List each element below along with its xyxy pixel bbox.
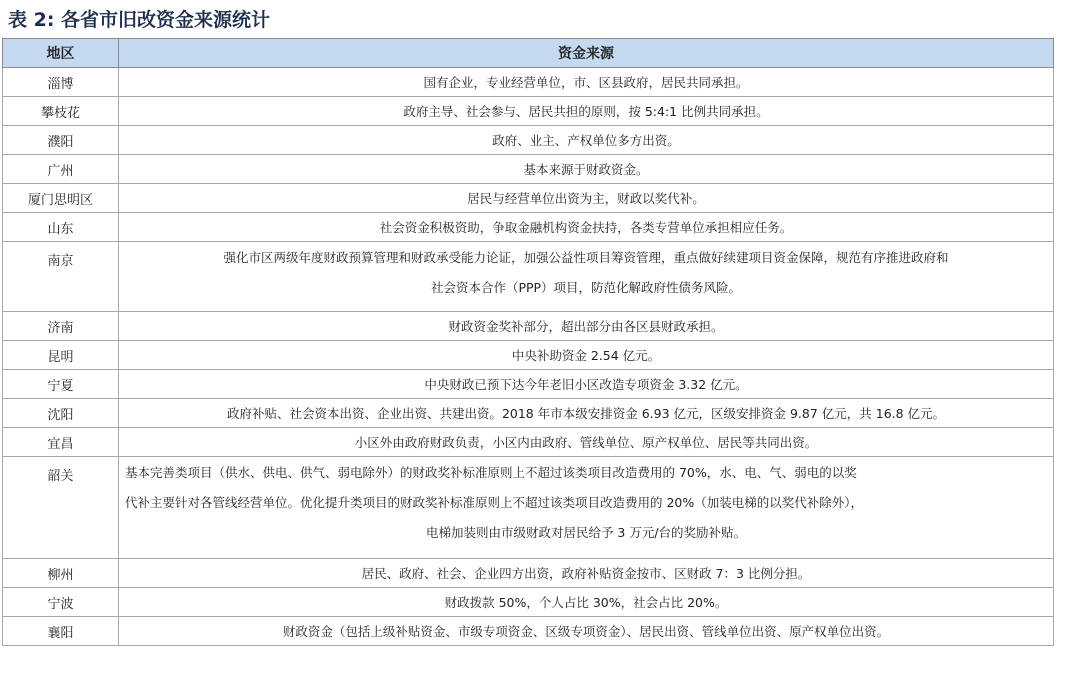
source-cell: 社会资金积极资助，争取金融机构资金扶持，各类专营单位承担相应任务。 [119, 213, 1054, 242]
region-cell: 宜昌 [3, 428, 119, 457]
header-source: 资金来源 [119, 39, 1054, 68]
source-cell: 基本来源于财政资金。 [119, 155, 1054, 184]
table-row [3, 588, 1054, 617]
table-row [3, 428, 1054, 457]
region-cell: 宁夏 [3, 370, 119, 399]
table-row [3, 312, 1054, 341]
source-cell: 财政资金（包括上级补贴资金、市级专项资金、区级专项资金）、居民出资、管线单位出资、原产权单位出资。 [119, 617, 1054, 646]
region-cell: 濮阳 [3, 126, 119, 155]
region-cell: 宁波 [3, 588, 119, 617]
region-cell: 淄博 [3, 68, 119, 97]
region-cell: 济南 [3, 312, 119, 341]
table-row [3, 68, 1054, 97]
region-cell: 昆明 [3, 341, 119, 370]
table-row [3, 370, 1054, 399]
table-row [3, 97, 1054, 126]
region-cell: 广州 [3, 155, 119, 184]
region-cell: 攀枝花 [3, 97, 119, 126]
table-row [3, 341, 1054, 370]
table-row [3, 457, 1054, 559]
table-row [3, 617, 1054, 646]
table-row [3, 213, 1054, 242]
region-cell: 沈阳 [3, 399, 119, 428]
region-cell: 韶关 [3, 457, 119, 559]
source-line: 电梯加装则由市级财政对居民给予 3 万元/台的奖励补贴。 [425, 525, 747, 540]
table-row [3, 242, 1054, 312]
source-cell: 财政资金奖补部分，超出部分由各区县财政承担。 [119, 312, 1054, 341]
source-cell: 居民与经营单位出资为主，财政以奖代补。 [119, 184, 1054, 213]
source-cell: 小区外由政府财政负责，小区内由政府、管线单位、原产权单位、居民等共同出资。 [119, 428, 1054, 457]
source-cell: 中央财政已预下达今年老旧小区改造专项资金 3.32 亿元。 [119, 370, 1054, 399]
source-line: 强化市区两级年度财政预算管理和财政承受能力论证，加强公益性项目筹资管理，重点做好续建项目资金保障，规范有序推进政府和 [223, 250, 949, 265]
source-cell: 政府补贴、社会资本出资、企业出资、共建出资。2018 年市本级安排资金 6.93 亿元，区级安排资金 9.87 亿元，共 16.8 亿元。 [119, 399, 1054, 428]
source-cell: 财政拨款 50%，个人占比 30%，社会占比 20%。 [119, 588, 1054, 617]
source-line: 社会资本合作（PPP）项目，防范化解政府性债务风险。 [430, 280, 742, 295]
table-row [3, 155, 1054, 184]
region-cell: 柳州 [3, 559, 119, 588]
table-row [3, 559, 1054, 588]
header-region: 地区 [3, 39, 119, 68]
table-header-row [3, 39, 1054, 68]
source-cell: 政府主导、社会参与、居民共担的原则，按 5:4:1 比例共同承担。 [119, 97, 1054, 126]
funding-source-table [2, 38, 1054, 646]
table-title: 表 2: 各省市旧改资金来源统计 [8, 9, 271, 31]
source-cell: 政府、业主、产权单位多方出资。 [119, 126, 1054, 155]
region-cell: 南京 [3, 242, 119, 312]
table-row [3, 126, 1054, 155]
region-cell: 襄阳 [3, 617, 119, 646]
source-cell: 中央补助资金 2.54 亿元。 [119, 341, 1054, 370]
source-cell: 居民、政府、社会、企业四方出资，政府补贴资金按市、区财政 7：3 比例分担。 [119, 559, 1054, 588]
region-cell: 厦门思明区 [3, 184, 119, 213]
source-cell: 国有企业，专业经营单位，市、区县政府，居民共同承担。 [119, 68, 1054, 97]
source-cell [119, 457, 1054, 559]
table-row [3, 399, 1054, 428]
source-line: 基本完善类项目（供水、供电、供气、弱电除外）的财政奖补标准原则上不超过该类项目改造费用的 70%，水、电、气、弱电的以奖 [125, 465, 857, 480]
region-cell: 山东 [3, 213, 119, 242]
source-line: 代补主要针对各管线经营单位。优化提升类项目的财政奖补标准原则上不超过该类项目改造费用的 20%（加装电梯的以奖代补除外）， [125, 495, 864, 510]
source-cell [119, 242, 1054, 312]
table-row [3, 184, 1054, 213]
